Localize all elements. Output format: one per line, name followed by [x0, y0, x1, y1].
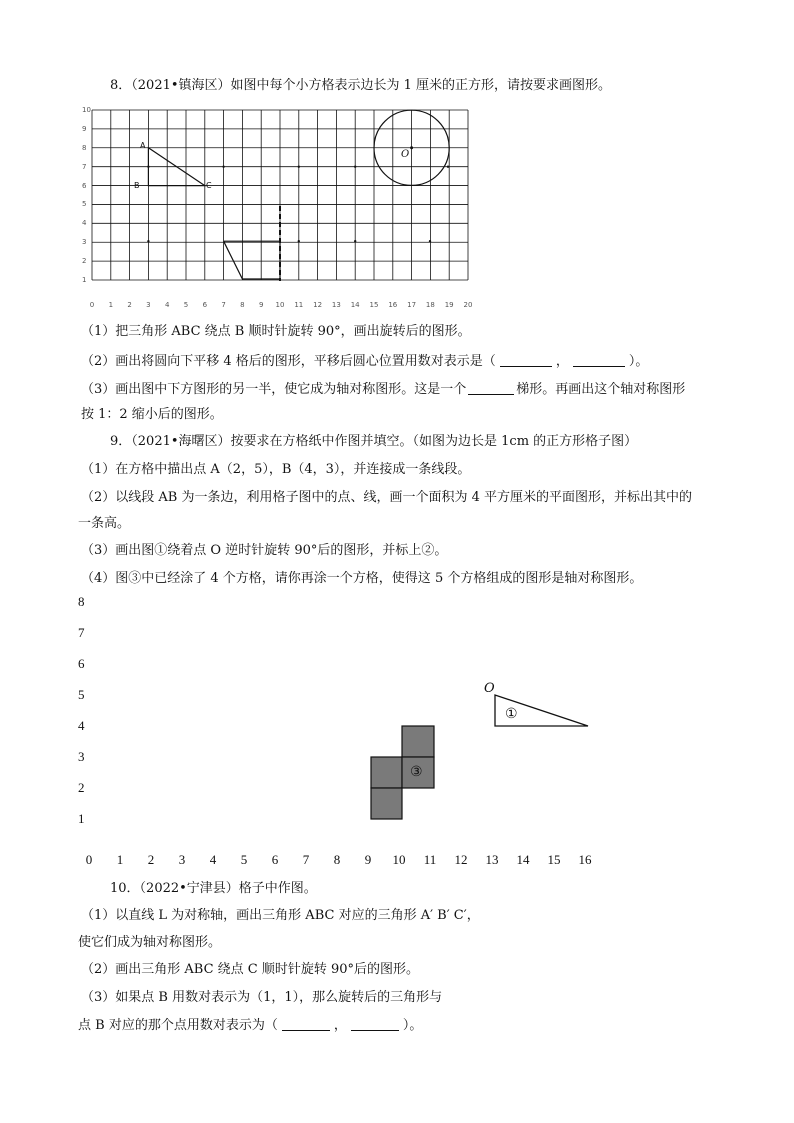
- q9-part-3: （3）画出图①绕着点 O 逆时针旋转 90°后的图形，并标上②。: [81, 543, 448, 558]
- q10-title: 10．（2022•宁津县）格子中作图。: [110, 881, 317, 896]
- q9-x-label: 8: [333, 852, 341, 867]
- q9-x-label: 5: [240, 852, 248, 867]
- q10-part-3-b: 点 B 对应的那个点用数对表示为（: [78, 1018, 278, 1033]
- q9-title: 9．（2021•海曙区）按要求在方格纸中作图并填空。（如图为边长是 1cm 的正方形格子图）: [110, 434, 638, 449]
- q8-y-tick: 3: [82, 238, 87, 247]
- q8-part-1: （1）把三角形 ABC 绕点 B 顺时针旋转 90°，画出旋转后的图形。: [81, 324, 471, 339]
- q9-y-label: 8: [78, 594, 85, 609]
- q8-x-tick: 18: [425, 301, 435, 309]
- q10-part-1: （1）以直线 L 为对称轴，画出三角形 ABC 对应的三角形 A′ B′ C′，: [81, 908, 480, 923]
- q8-x-tick: 1: [108, 301, 114, 309]
- q9-x-label: 6: [271, 852, 279, 867]
- q9-x-label: 2: [147, 852, 155, 867]
- q8-x-tick: 17: [407, 301, 417, 309]
- q9-x-label: 14: [516, 852, 530, 867]
- q9-x-label: 0: [85, 852, 93, 867]
- q8-x-tick: 4: [164, 301, 170, 309]
- q10-part-3-d: ）。: [402, 1018, 423, 1033]
- q8-y-tick: 6: [82, 181, 87, 190]
- q8-label-c: C: [206, 181, 212, 190]
- q8-x-tick: 20: [463, 301, 473, 309]
- q9-x-label: 7: [302, 852, 310, 867]
- q10-part-2: （2）画出三角形 ABC 绕点 C 顺时针旋转 90°后的图形。: [81, 962, 420, 977]
- q8-y-tick: 10: [82, 106, 91, 114]
- q8-x-tick: 13: [331, 301, 341, 309]
- q8-x-tick: 3: [146, 301, 151, 309]
- q9-x-label: 16: [578, 852, 592, 867]
- q9-x-label: 4: [209, 852, 217, 867]
- q9-x-label: 10: [392, 852, 406, 867]
- q8-part-3-b: 梯形。再画出这个轴对称图形: [516, 382, 686, 397]
- q8-x-tick: 7: [221, 301, 226, 309]
- q9-x-label: 3: [178, 852, 186, 867]
- q9-y-label: 1: [78, 811, 85, 826]
- q8-label-o: O: [401, 149, 410, 160]
- q9-x-label: 13: [485, 852, 499, 867]
- q9-x-label: 11: [423, 852, 437, 867]
- q9-y-label: 5: [78, 687, 85, 702]
- q8-title: 8．（2021•镇海区）如图中每个小方格表示边长为 1 厘米的正方形，请按要求画图形。: [110, 78, 612, 93]
- q8-x-tick: 8: [240, 301, 245, 309]
- q8-x-tick: 12: [313, 301, 323, 309]
- q8-x-tick: 19: [444, 301, 454, 309]
- q8-part-2-b: ，: [555, 354, 569, 369]
- q9-label-3: ③: [410, 764, 423, 780]
- q10-part-3-c: ，: [333, 1018, 347, 1033]
- q8-x-tick: 0: [89, 301, 95, 309]
- q8-y-tick: 4: [82, 219, 87, 228]
- q8-y-tick: 7: [82, 162, 87, 171]
- q9-y-label: 3: [78, 749, 85, 764]
- q9-part-2: （2）以线段 AB 为一条边，利用格子图中的点、线，画一个面积为 4 平方厘米的平面图形，并标出其中的: [81, 490, 693, 505]
- q9-part-1: （1）在方格中描出点 A（2，5），B（4，3），并连接成一条线段。: [81, 462, 471, 477]
- q9-part-4: （4）图③中已经涂了 4 个方格，请你再涂一个方格，使得这 5 个方格组成的图形是轴对称图形。: [81, 571, 643, 586]
- q10-blank-2[interactable]: [351, 1016, 399, 1031]
- q9-shape-3: [371, 726, 434, 819]
- q8-x-tick: 2: [127, 301, 132, 309]
- q8-x-tick: 14: [350, 301, 360, 309]
- q9-label-1: ①: [505, 706, 518, 722]
- q8-y-tick: 8: [82, 143, 87, 152]
- q9-part-2-cont: 一条高。: [78, 516, 131, 531]
- q9-y-label: 6: [78, 656, 85, 671]
- q10-part-3-cont: [78, 1016, 422, 1035]
- q8-y-tick: 1: [82, 276, 87, 284]
- q9-label-o: O: [484, 681, 495, 696]
- q8-y-tick: 2: [82, 257, 87, 266]
- q10-part-1-cont: 使它们成为轴对称图形。: [78, 935, 222, 950]
- q8-x-tick: 10: [275, 301, 285, 309]
- q9-y-label: 7: [78, 625, 85, 640]
- q8-part-2-c: ）。: [628, 354, 649, 369]
- q8-label-a: A: [140, 141, 146, 150]
- q8-y-tick: 5: [82, 200, 87, 209]
- q9-x-label: 15: [547, 852, 561, 867]
- q9-x-label: 12: [454, 852, 468, 867]
- q8-x-tick: 9: [258, 301, 264, 309]
- q9-y-label: 2: [78, 780, 85, 795]
- q9-x-label: 1: [116, 852, 124, 867]
- q8-x-tick: 5: [183, 301, 189, 309]
- q8-x-tick: 6: [202, 301, 208, 309]
- q8-label-b: B: [134, 181, 140, 190]
- q8-part-2-a: （2）画出将圆向下平移 4 格后的图形，平移后圆心位置用数对表示是（: [81, 354, 496, 369]
- q9-x-label: 9: [364, 852, 372, 867]
- q10-blank-1[interactable]: [282, 1016, 330, 1031]
- q8-x-tick: 15: [369, 301, 379, 309]
- q8-x-tick: 11: [294, 301, 304, 309]
- q8-y-tick: 9: [82, 124, 87, 133]
- q8-x-tick: 16: [388, 301, 398, 309]
- q9-y-label: 4: [78, 718, 85, 733]
- q10-part-3: （3）如果点 B 用数对表示为（1，1），那么旋转后的三角形与: [81, 990, 443, 1005]
- q8-part-3-a: （3）画出图中下方图形的另一半，使它成为轴对称图形。这是一个: [81, 382, 467, 397]
- q8-part-3-cont: 按 1：2 缩小后的图形。: [81, 407, 223, 422]
